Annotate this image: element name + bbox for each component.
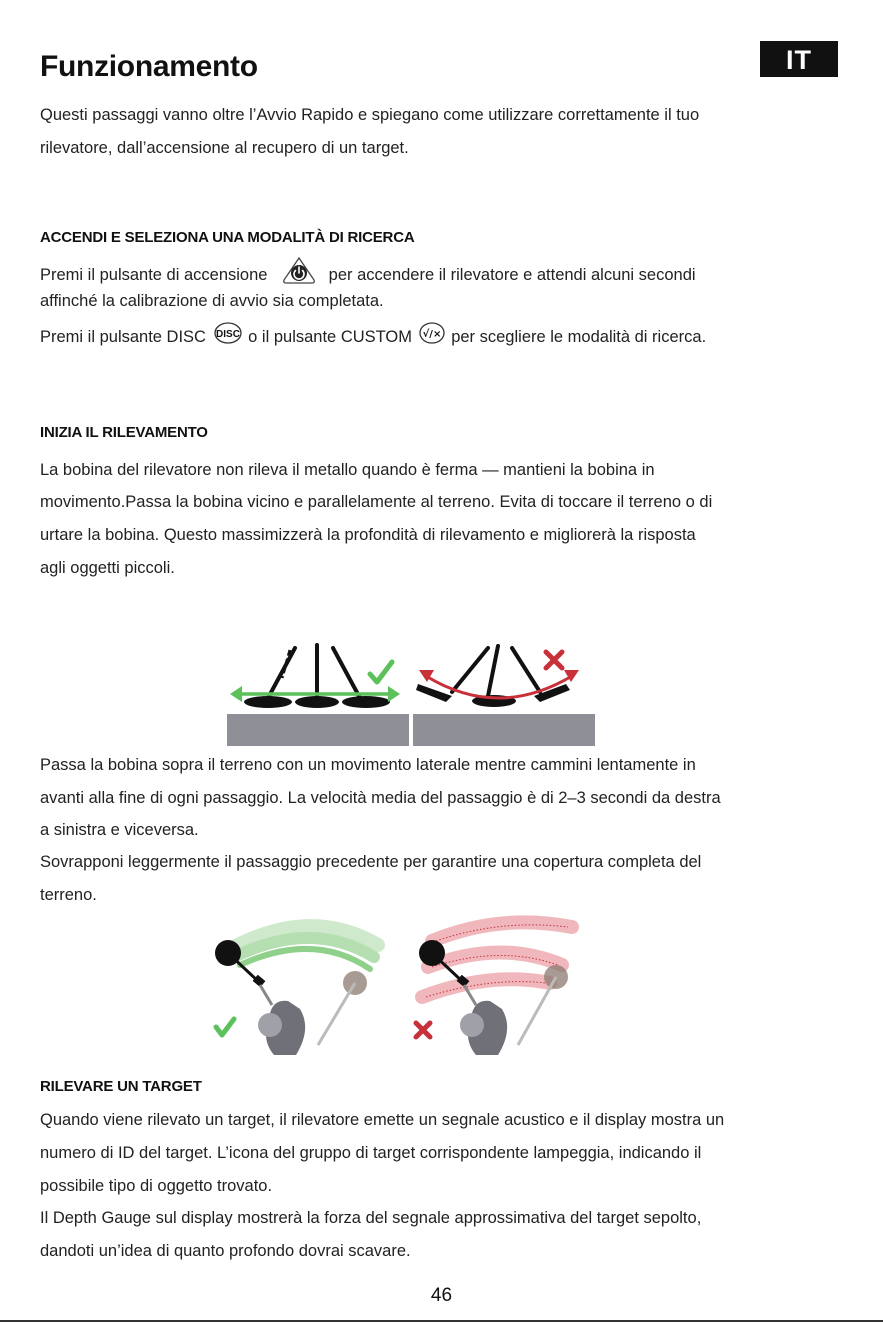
section2-line-2: movimento.Passa la bobina vicino e parallelamente al terreno. Evita di toccare il terreno o di <box>40 493 713 511</box>
section-heading-target: RILEVARE UN TARGET <box>40 1078 202 1095</box>
cross-icon <box>416 1023 430 1037</box>
section2-line-1: La bobina del rilevatore non rileva il metallo quando è ferma — mantieni la bobina in <box>40 461 655 479</box>
coil-angle-illustration <box>220 640 600 750</box>
page-title: Funzionamento <box>40 50 258 83</box>
section1-line-1 <box>40 259 696 292</box>
section-heading-power: ACCENDI E SELEZIONA UNA MODALITÀ DI RICERCA <box>40 229 415 246</box>
section3-line-2: numero di ID del target. L’icona del gruppo di target corrispondente lampeggia, indicando il <box>40 1144 702 1162</box>
section3-line-1: Quando viene rilevato un target, il rilevatore emette un segnale acustico e il display mostra un <box>40 1111 725 1129</box>
sweep-overlap-illustration <box>200 905 600 1065</box>
section1-line-1b: per accendere il rilevatore e attendi alcuni secondi <box>328 265 696 284</box>
section3-line-3: possibile tipo di oggetto trovato. <box>40 1177 273 1195</box>
section2-p3-line-1: Sovrapponi leggermente il passaggio precedente per garantire una copertura completa del <box>40 853 702 871</box>
bottom-rule <box>0 1320 883 1322</box>
section2-line-4: agli oggetti piccoli. <box>40 559 175 577</box>
language-badge: IT <box>760 41 838 77</box>
section1-line-3a: Premi il pulsante DISC <box>40 327 206 346</box>
custom-icon-text: √/× <box>422 329 441 340</box>
section2-line-3: urtare la bobina. Questo massimizzerà la profondità di rilevamento e migliorerà la risposta <box>40 526 696 544</box>
section1-line-3 <box>40 323 706 352</box>
intro-line-1: Questi passaggi vanno oltre l’Avvio Rapido e spiegano come utilizzare correttamente il tuo <box>40 106 700 124</box>
cross-icon <box>546 652 562 668</box>
section3-line-4: Il Depth Gauge sul display mostrerà la forza del segnale approssimativa del target sepolto, <box>40 1209 702 1227</box>
disc-button-icon <box>213 321 243 350</box>
checkmark-icon <box>370 662 392 682</box>
section-heading-detecting: INIZIA IL RILEVAMENTO <box>40 424 208 441</box>
section1-line-3b: o il pulsante CUSTOM <box>248 327 413 346</box>
section2-p2-line-3: a sinistra e viceversa. <box>40 821 199 839</box>
section1-line-1a: Premi il pulsante di accensione <box>40 265 268 284</box>
section2-p3-line-2: terreno. <box>40 886 97 904</box>
power-button-icon <box>282 257 316 290</box>
page-number: 46 <box>430 1285 453 1306</box>
wrong-swing-figure <box>413 646 595 746</box>
section1-line-3c: per scegliere le modalità di ricerca. <box>451 327 707 346</box>
section3-line-5: dandoti un’idea di quanto profondo dovrai scavare. <box>40 1242 411 1260</box>
section2-p2-line-2: avanti alla fine di ogni passaggio. La velocità media del passaggio è di 2–3 secondi da destra <box>40 789 721 807</box>
wrong-overlap-figure <box>416 922 572 1055</box>
correct-overlap-figure <box>215 926 378 1055</box>
section2-p2-line-1: Passa la bobina sopra il terreno con un movimento laterale mentre cammini lentamente in <box>40 756 696 774</box>
custom-button-icon <box>418 321 446 350</box>
correct-swing-figure <box>227 645 409 746</box>
section1-line-2: affinché la calibrazione di avvio sia completata. <box>40 292 384 310</box>
checkmark-icon <box>216 1019 234 1035</box>
intro-line-2: rilevatore, dall’accensione al recupero di un target. <box>40 139 409 157</box>
disc-icon-text: DISC <box>215 329 240 340</box>
